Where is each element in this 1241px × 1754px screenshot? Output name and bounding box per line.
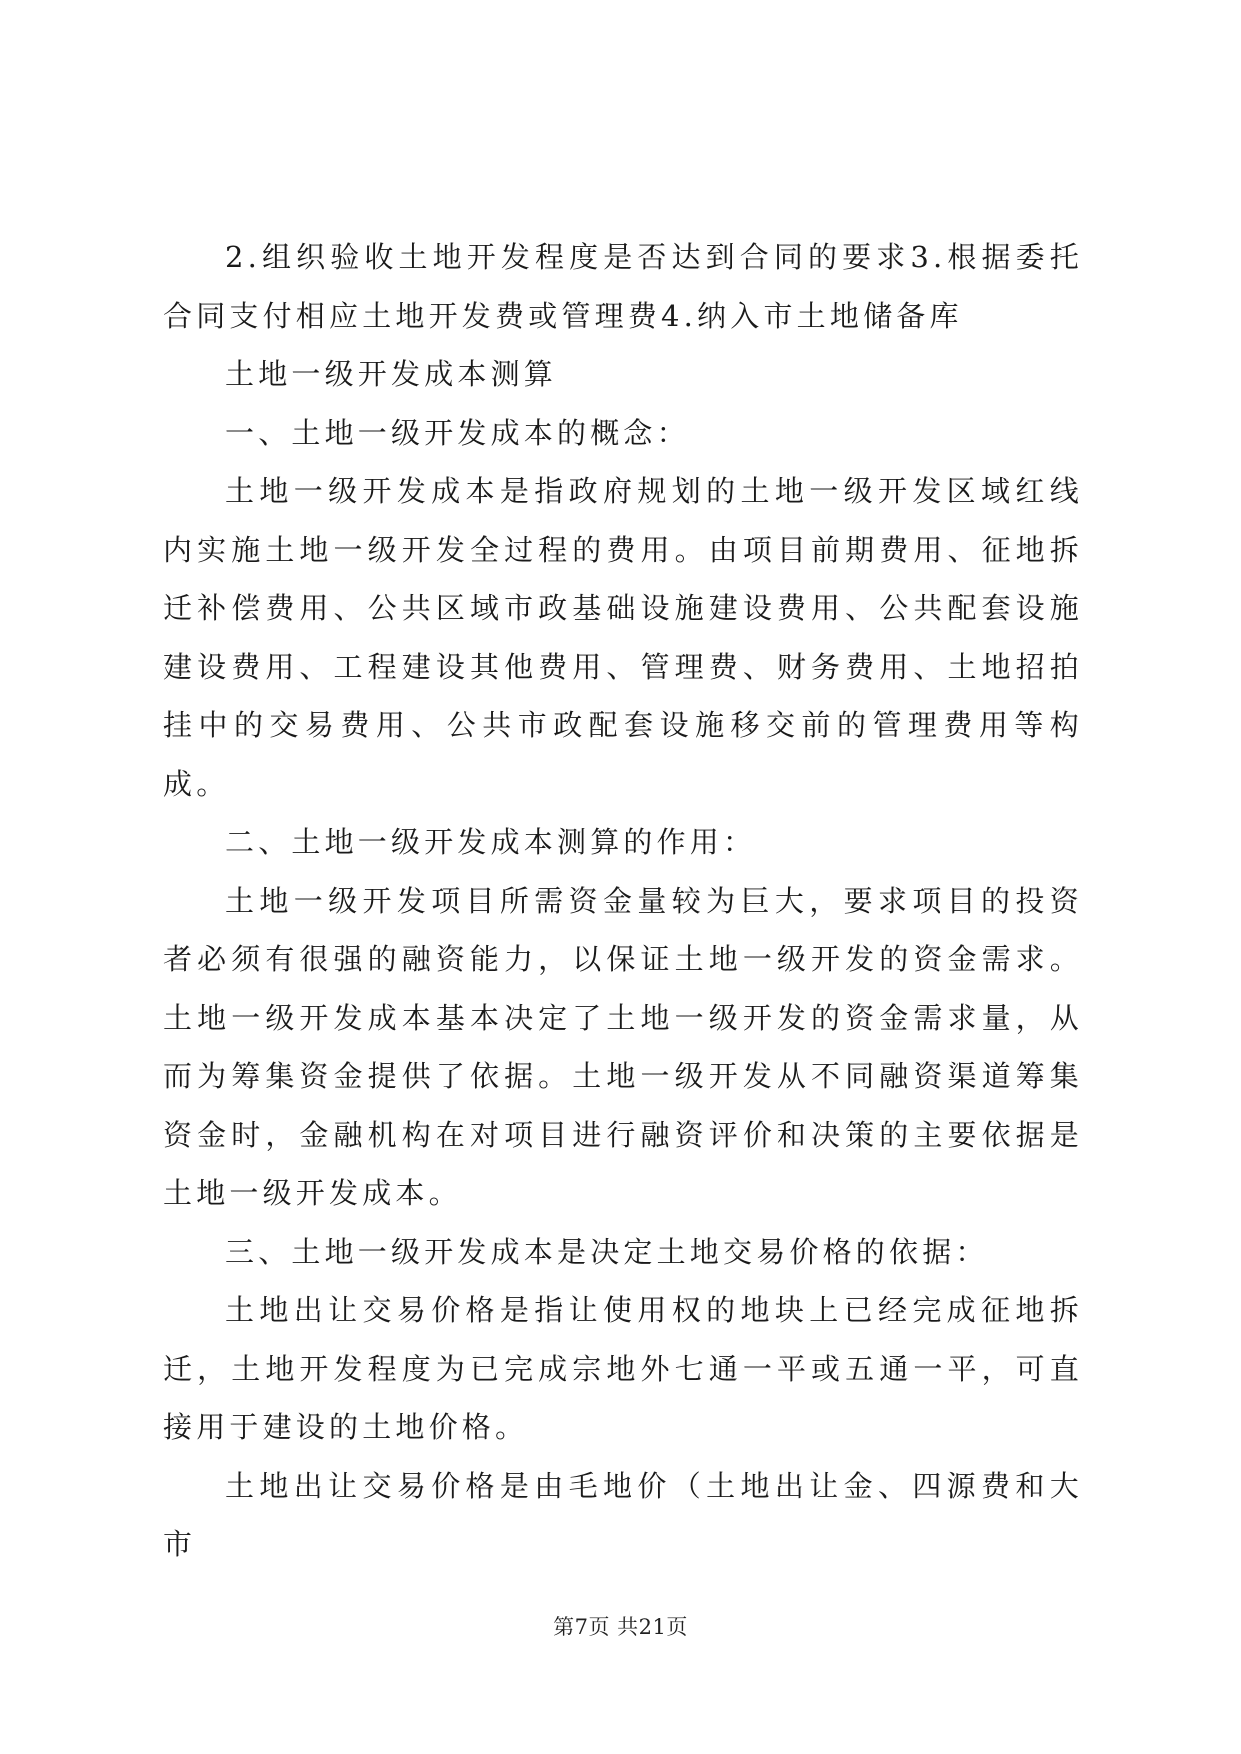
paragraph-price-definition: 土地出让交易价格是指让使用权的地块上已经完成征地拆迁，土地开发程度为已完成宗地外七通一平或五通一平，可直接用于建设的土地价格。 [163,1293,1083,1444]
paragraph-cost-role: 土地一级开发项目所需资金量较为巨大，要求项目的投资者必须有很强的融资能力，以保证土地一级开发的资金需求。土地一级开发成本基本决定了土地一级开发的资金需求量，从而为筹集资金提供了依据。土地一级开发从不同融资渠道筹集资金时，金融机构在对项目进行融资评价和决策的主要依据是土地一级开发成本。 [163,883,1083,1210]
heading-cost-concept: 一、土地一级开发成本的概念： [225,415,690,450]
paragraph-acceptance-steps: 2.组织验收土地开发程度是否达到合同的要求3.根据委托合同支付相应土地开发费或管理费4.纳入市土地储备库 [163,240,1083,333]
heading-cost-role: 二、土地一级开发成本测算的作用： [225,825,757,859]
heading-price-basis: 三、土地一级开发成本是决定土地交易价格的依据： [225,1234,989,1269]
paragraph-cost-concept: 土地一级开发成本是指政府规划的土地一级开发区域红线内实施土地一级开发全过程的费用。由项目前期费用、征地拆迁补偿费用、公共区域市政基础设施建设费用、公共配套设施建设费用、工程建设其他费用、管理费、财务费用、土地招拍挂中的交易费用、公共市政配套设施移交前的管理费用等构成。 [163,474,1083,801]
paragraph-price-composition: 土地出让交易价格是由毛地价（土地出让金、四源费和大市 [163,1468,1083,1561]
section-title-cost-estimation: 土地一级开发成本测算 [225,357,558,391]
document-body [163,228,1083,1574]
page-number-footer: 第7页 共21页 [553,1615,688,1639]
